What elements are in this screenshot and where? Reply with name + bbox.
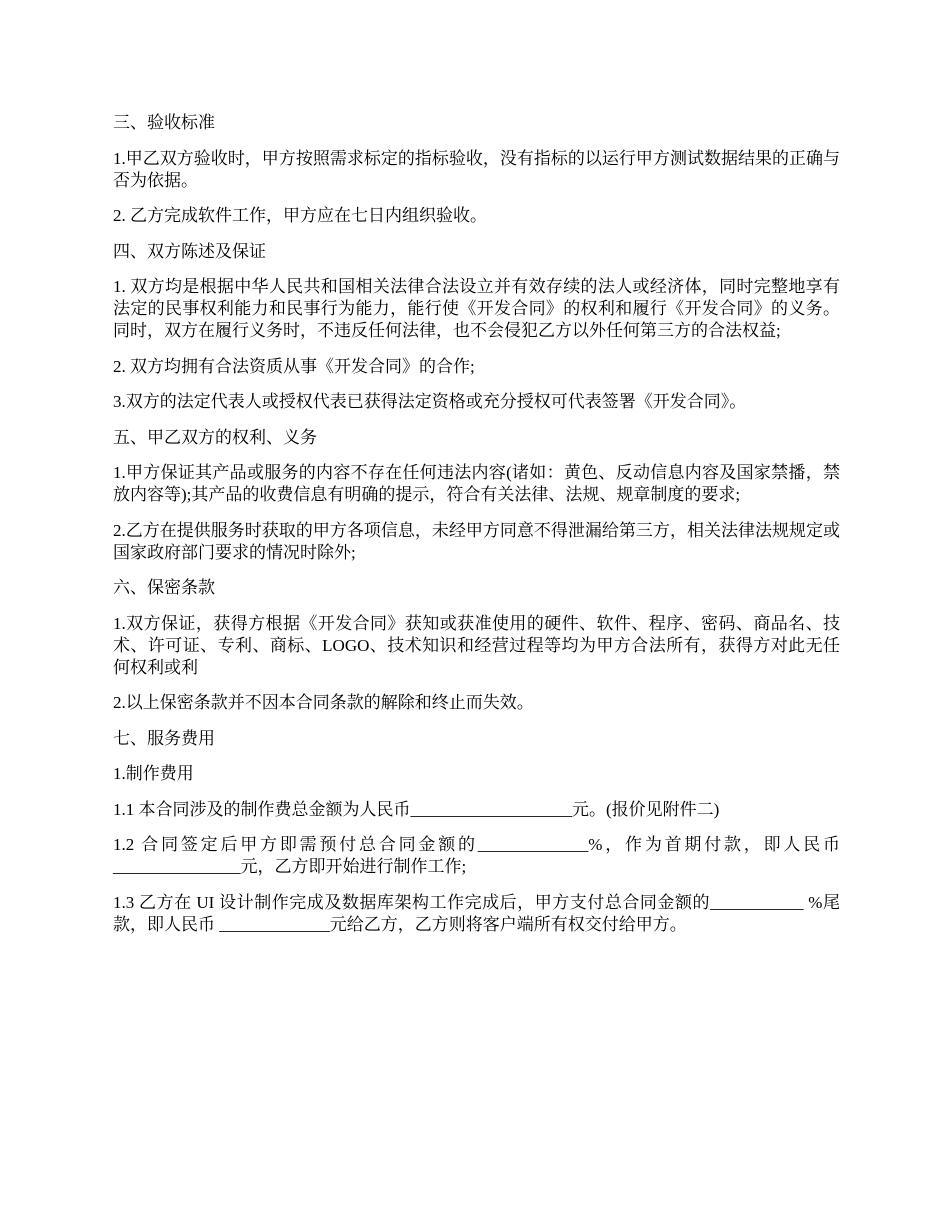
section-heading-acceptance: 三、验收标准 [113, 113, 215, 132]
subsection-heading: 1.制作费用 [113, 764, 194, 783]
paragraph: 1.2 合同签定后甲方即需预付总合同金额的_____________%，作为首期付款，即人民币_______________元，乙方即开始进行制作工作; [113, 835, 840, 876]
paragraph: 1.1 本合同涉及的制作费总金额为人民币___________________元。(报价见附件二) [113, 799, 720, 819]
paragraph: 2.乙方在提供服务时获取的甲方各项信息，未经甲方同意不得泄漏给第三方，相关法律法规规定或国家政府部门要求的情况时除外; [113, 520, 840, 562]
paragraph: 3.双方的法定代表人或授权代表已获得法定资格或充分授权可代表签署《开发合同》。 [113, 392, 747, 411]
paragraph: 1.甲乙双方验收时，甲方按照需求标定的指标验收，没有指标的以运行甲方测试数据结果的正确与否为依据。 [113, 148, 840, 190]
paragraph: 2. 乙方完成软件工作，甲方应在七日内组织验收。 [113, 206, 487, 225]
paragraph: 2.以上保密条款并不因本合同条款的解除和终止而失效。 [113, 693, 534, 712]
section-heading-representations: 四、双方陈述及保证 [113, 241, 266, 261]
paragraph: 1.甲方保证其产品或服务的内容不存在任何违法内容(诸如：黄色、反动信息内容及国家禁播，禁放内容等);其产品的收费信息有明确的提示，符合有关法律、法规、规章制度的要求; [113, 463, 840, 504]
paragraph: 2. 双方均拥有合法资质从事《开发合同》的合作; [113, 356, 475, 376]
document-body [113, 112, 840, 949]
paragraph: 1. 双方均是根据中华人民共和国相关法律合法设立并有效存续的法人或经济体，同时完整地享有法定的民事权利能力和民事行为能力，能行使《开发合同》的权利和履行《开发合同》的义务。同时，双方在履行义务时，不违反任何法律，也不会侵犯乙方以外任何第三方的合法权益; [113, 277, 840, 340]
section-heading-confidentiality: 六、保密条款 [113, 578, 215, 597]
paragraph: 1.3 乙方在 UI 设计制作完成及数据库架构工作完成后，甲方支付总合同金额的___________ %尾款，即人民币 _____________元给乙方，乙方则将客户端所有权交付给甲方。 [113, 892, 840, 934]
section-heading-rights: 五、甲乙双方的权利、义务 [113, 427, 317, 447]
section-heading-fees: 七、服务费用 [113, 728, 215, 748]
paragraph: 1.双方保证，获得方根据《开发合同》获知或获准使用的硬件、软件、程序、密码、商品名、技术、许可证、专利、商标、LOGO、技术知识和经营过程等均为甲方合法所有，获得方对此无任何权利或利 [113, 613, 840, 677]
